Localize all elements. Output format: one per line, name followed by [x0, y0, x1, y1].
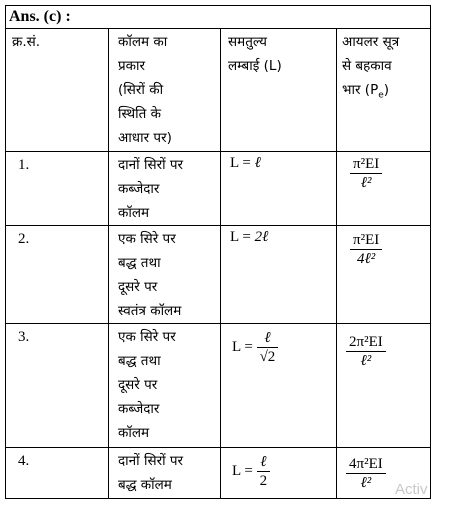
row-2-column-line: बद्ध तथा — [118, 255, 161, 271]
row-4-column-type — [118, 449, 214, 497]
row-divider — [6, 323, 430, 324]
header-euler-line: भार $(P_e)$ — [342, 82, 390, 101]
column-divider — [220, 29, 221, 498]
header-euler-line: से बहकाव — [342, 58, 392, 74]
header-length-line: समतुल्य — [228, 34, 267, 50]
header-equivalent-length — [228, 30, 332, 78]
row-divider — [6, 447, 430, 448]
header-column-line: प्रकार — [118, 58, 146, 74]
row-1-column-type — [118, 153, 214, 225]
row-2-column-line: दूसरे पर — [118, 279, 158, 295]
answer-title: Ans. (c) : — [6, 6, 430, 29]
activation-watermark: Activ — [395, 481, 428, 498]
row-2-column-type — [118, 227, 214, 323]
header-column-line: स्थिति के — [118, 106, 161, 122]
row-1-sn: 1. — [18, 157, 30, 173]
row-4-column-line: दानों सिरों पर — [118, 453, 184, 469]
row-2-column-line: स्वतंत्र कॉलम — [118, 303, 182, 319]
row-3-euler-formula: $\frac{\text{2π²EI}}{\text{ℓ²}}$ — [346, 333, 386, 370]
header-column-type — [118, 30, 214, 150]
row-4-length: L = $\frac{\text{ℓ}}{2}$ — [232, 453, 270, 490]
header-column-line: (सिरों की — [118, 82, 164, 98]
row-3-column-line: बद्ध तथा — [118, 353, 161, 369]
row-divider — [6, 151, 430, 152]
row-2-column-line: एक सिरे पर — [118, 231, 176, 247]
row-1-column-line: कॉलम — [118, 205, 150, 221]
header-column-line: कॉलम का — [118, 34, 168, 50]
row-3-column-line: कॉलम — [118, 425, 150, 441]
row-1-column-line: कब्जेदार — [118, 181, 160, 197]
row-2-length: L = 2ℓ — [230, 229, 269, 245]
row-1-length: L = ℓ — [230, 155, 261, 171]
column-divider — [336, 29, 337, 498]
answer-table — [5, 5, 431, 499]
row-3-column-line: कब्जेदार — [118, 401, 160, 417]
header-sn: क्र.सं. — [12, 34, 41, 50]
row-2-euler-formula: $\frac{\text{π²EI}}{\text{4ℓ²}}$ — [350, 231, 382, 268]
row-4-euler-formula: $\frac{\text{4π²EI}}{\text{ℓ²}}$ — [346, 455, 386, 492]
row-4-sn: 4. — [18, 453, 30, 469]
row-3-column-line: दूसरे पर — [118, 377, 158, 393]
header-column-line: आधार पर) — [118, 130, 172, 146]
row-3-length: L = $\frac{\text{ℓ}}{√2}$ — [232, 329, 278, 366]
row-3-sn: 3. — [18, 329, 30, 345]
row-3-column-type — [118, 325, 214, 445]
row-divider — [6, 225, 430, 226]
header-euler-load — [342, 30, 428, 108]
row-1-euler-formula: $\frac{\text{π²EI}}{\text{ℓ²}}$ — [350, 155, 382, 192]
header-length-line: लम्बाई (L) — [228, 58, 282, 74]
row-2-sn: 2. — [18, 231, 30, 247]
row-1-column-line: दानों सिरों पर — [118, 157, 184, 173]
column-divider — [108, 29, 109, 498]
row-3-column-line: एक सिरे पर — [118, 329, 176, 345]
row-4-column-line: बद्ध कॉलम — [118, 477, 172, 493]
header-euler-line: आयलर सूत्र — [342, 34, 400, 50]
